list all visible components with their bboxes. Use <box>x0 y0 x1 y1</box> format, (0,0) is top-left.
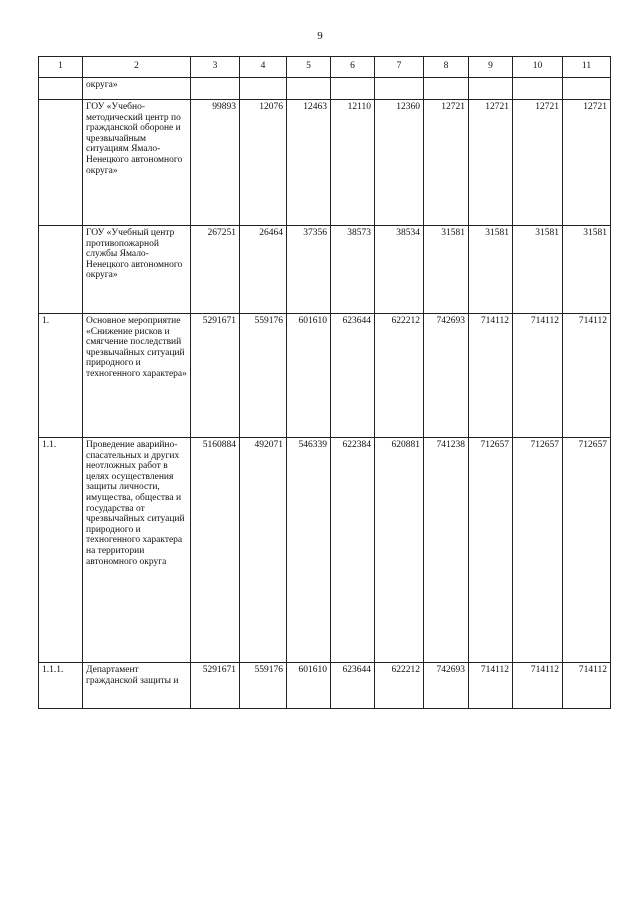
cell-value: 601610 <box>287 663 331 709</box>
col-header: 11 <box>563 57 611 78</box>
cell-value: 559176 <box>240 314 287 438</box>
col-header: 6 <box>331 57 375 78</box>
col-header: 3 <box>191 57 240 78</box>
cell-value: 714112 <box>469 314 513 438</box>
cell-value: 12721 <box>424 100 469 226</box>
col-header: 9 <box>469 57 513 78</box>
row-index <box>39 100 83 226</box>
cell-value: 712657 <box>469 438 513 663</box>
cell-value: 622212 <box>375 663 424 709</box>
cell-value: 31581 <box>513 226 563 314</box>
row-name: Основное мероприятие «Снижение рисков и смягчение последствий чрезвычайных ситуаций природного и техногенного характера» <box>83 314 191 438</box>
col-header: 10 <box>513 57 563 78</box>
budget-table <box>38 56 611 709</box>
cell-value <box>240 78 287 100</box>
cell-value: 714112 <box>563 663 611 709</box>
cell-value: 742693 <box>424 314 469 438</box>
cell-value: 601610 <box>287 314 331 438</box>
cell-value: 546339 <box>287 438 331 663</box>
cell-value <box>191 78 240 100</box>
cell-value <box>424 78 469 100</box>
cell-value: 12721 <box>513 100 563 226</box>
col-header: 4 <box>240 57 287 78</box>
row-index: 1.1. <box>39 438 83 663</box>
cell-value: 623644 <box>331 314 375 438</box>
cell-value: 712657 <box>563 438 611 663</box>
cell-value: 714112 <box>469 663 513 709</box>
col-header: 7 <box>375 57 424 78</box>
row-index: 1.1.1. <box>39 663 83 709</box>
row-name: Департамент гражданской защиты и <box>83 663 191 709</box>
cell-value: 31581 <box>469 226 513 314</box>
cell-value: 620881 <box>375 438 424 663</box>
col-header: 5 <box>287 57 331 78</box>
table-row <box>39 314 611 438</box>
cell-value: 31581 <box>563 226 611 314</box>
cell-value: 622384 <box>331 438 375 663</box>
cell-value: 622212 <box>375 314 424 438</box>
table-row <box>39 100 611 226</box>
table-row <box>39 78 611 100</box>
cell-value: 38573 <box>331 226 375 314</box>
cell-value: 742693 <box>424 663 469 709</box>
cell-value: 492071 <box>240 438 287 663</box>
table-row <box>39 438 611 663</box>
cell-value <box>513 78 563 100</box>
cell-value: 267251 <box>191 226 240 314</box>
cell-value <box>375 78 424 100</box>
cell-value: 12721 <box>563 100 611 226</box>
cell-value: 559176 <box>240 663 287 709</box>
cell-value: 5291671 <box>191 663 240 709</box>
cell-value: 38534 <box>375 226 424 314</box>
cell-value: 37356 <box>287 226 331 314</box>
cell-value: 741238 <box>424 438 469 663</box>
cell-value <box>331 78 375 100</box>
col-header: 2 <box>83 57 191 78</box>
header-row <box>39 57 611 78</box>
cell-value <box>469 78 513 100</box>
cell-value: 712657 <box>513 438 563 663</box>
table-row <box>39 226 611 314</box>
col-header: 1 <box>39 57 83 78</box>
cell-value: 12076 <box>240 100 287 226</box>
cell-value: 99893 <box>191 100 240 226</box>
table-row <box>39 663 611 709</box>
cell-value: 31581 <box>424 226 469 314</box>
cell-value: 5291671 <box>191 314 240 438</box>
cell-value: 714112 <box>513 663 563 709</box>
cell-value <box>563 78 611 100</box>
row-name: ГОУ «Учебный центр противопожарной службы Ямало-Ненецкого автономного округа» <box>83 226 191 314</box>
cell-value: 623644 <box>331 663 375 709</box>
row-name: Проведение аварийно-спасательных и других неотложных работ в целях осуществления защиты личности, имущества, общества и государства от чрезвычайных ситуаций природного и техногенного характера на территории автономного округа <box>83 438 191 663</box>
cell-value: 714112 <box>513 314 563 438</box>
cell-value: 26464 <box>240 226 287 314</box>
cell-value: 714112 <box>563 314 611 438</box>
cell-value: 12110 <box>331 100 375 226</box>
page-number: 9 <box>317 30 323 42</box>
cell-value <box>287 78 331 100</box>
cell-value: 12360 <box>375 100 424 226</box>
row-index <box>39 226 83 314</box>
row-index <box>39 78 83 100</box>
cell-value: 12721 <box>469 100 513 226</box>
cell-value: 12463 <box>287 100 331 226</box>
col-header: 8 <box>424 57 469 78</box>
row-name: округа» <box>83 78 191 100</box>
row-name: ГОУ «Учебно-методический центр по гражданской обороне и чрезвычайным ситуациям Ямало-Ненецкого автономного округа» <box>83 100 191 226</box>
cell-value: 5160884 <box>191 438 240 663</box>
row-index: 1. <box>39 314 83 438</box>
